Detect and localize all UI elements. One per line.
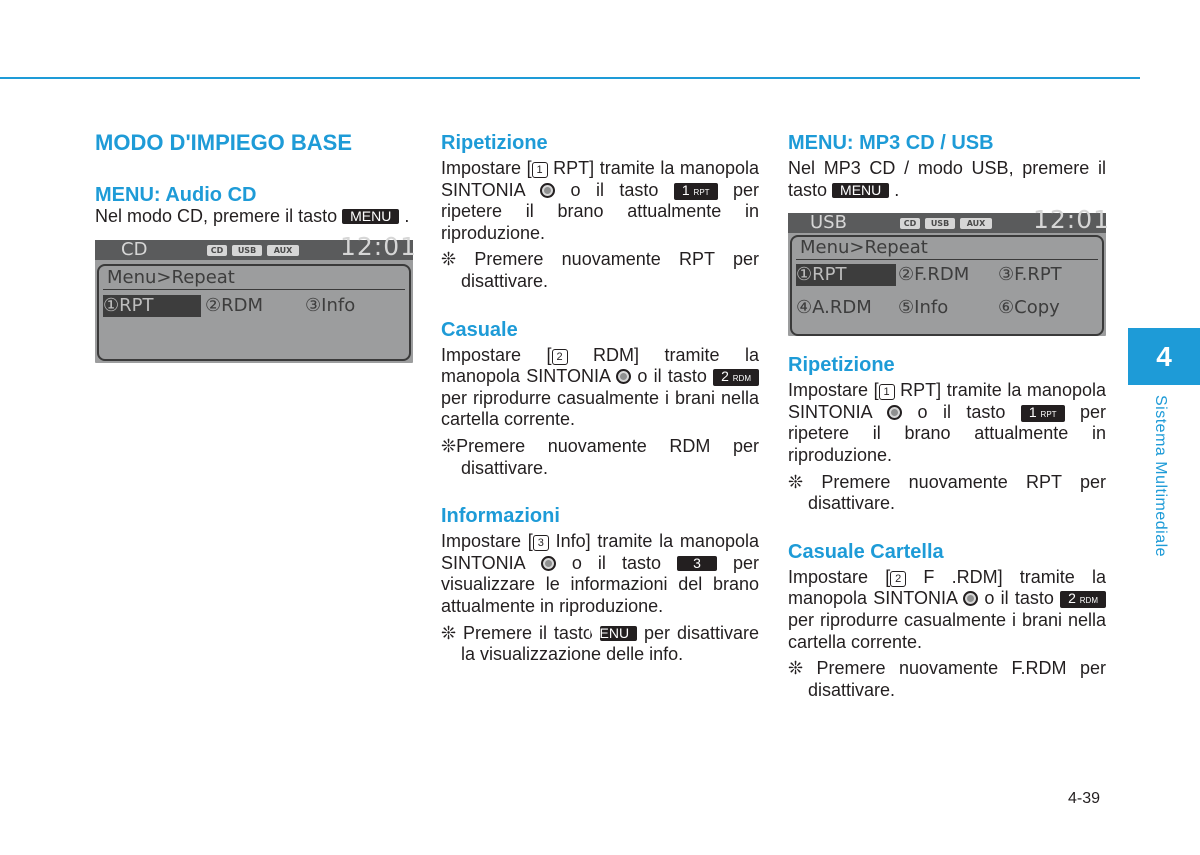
section-heading-casuale-cartella: Casuale Cartella <box>788 540 944 563</box>
paragraph-audio-cd: Nel modo CD, premere il tasto MENU . <box>95 206 410 226</box>
menu-key-icon: MENU <box>832 183 889 198</box>
lcd-display-usb <box>788 205 1111 336</box>
note-ripetizione: ❊ Premere nuovamente RPT per disattivare. <box>441 249 759 291</box>
lcd-item-rdm: ②RDM <box>205 294 264 316</box>
column-1 <box>95 128 418 363</box>
lcd-menu-title: Menu>Repeat <box>800 237 928 259</box>
note-casuale-cartella: ❊ Premere nuovamente F.RDM per disattivare. <box>788 658 1106 700</box>
note-casuale: ❊Premere nuovamente RDM per disattivare. <box>441 435 759 478</box>
lcd-item-frdm: ②F.RDM <box>898 264 970 286</box>
section-heading-audio-cd: MENU: Audio CD <box>95 184 257 206</box>
paragraph-ripetizione: Impostare [ 1 RPT] tramite la manopola SINTONIA o il tasto 1 RPT per ripetere il brano attualmente in riproduzione. <box>441 158 759 243</box>
lcd-item-info: ⑤Info <box>898 297 949 319</box>
lcd-clock: 12:01 <box>1033 205 1111 235</box>
lcd-menu-title: Menu>Repeat <box>107 266 235 288</box>
lcd-mode-label: CD <box>121 238 148 260</box>
section-heading-casuale: Casuale <box>441 318 518 341</box>
note-informazioni: ❊ Premere il tasto MENU per disattivare la visualizzazione delle info. <box>441 622 759 665</box>
rdm-key-icon: 2 RDM <box>713 369 759 386</box>
lcd-display-cd <box>95 231 418 363</box>
chapter-title: Sistema Multimediale <box>1152 395 1169 558</box>
tune-knob-icon <box>963 591 978 606</box>
section-heading-ripetizione: Ripetizione <box>441 132 548 154</box>
lcd-item-copy: ⑥Copy <box>998 297 1060 319</box>
info-key-icon: 3 <box>677 556 717 571</box>
lcd-divider <box>103 289 405 290</box>
column-3 <box>788 128 1111 701</box>
rpt-key-icon: 1 RPT <box>1021 405 1065 422</box>
circled-number-icon: 1 <box>879 384 895 400</box>
aux-badge-icon: AUX <box>960 218 992 229</box>
menu-key-icon: MENU <box>342 209 399 224</box>
aux-badge-icon: AUX <box>267 245 299 256</box>
paragraph-mp3-usb: Nel MP3 CD / modo USB, premere il tasto MENU . <box>788 158 1106 200</box>
lcd-item-info: ③Info <box>305 294 356 316</box>
circled-number-icon: 3 <box>533 535 549 551</box>
rdm-key-icon: 2 RDM <box>1060 591 1106 608</box>
lcd-item-frpt: ③F.RPT <box>998 264 1062 286</box>
lcd-item-rpt: ①RPT <box>796 264 896 286</box>
header-rule <box>0 77 1140 79</box>
lcd-divider <box>796 259 1098 260</box>
usb-badge-icon: USB <box>232 245 262 256</box>
section-heading-ripetizione-usb: Ripetizione <box>788 354 895 377</box>
lcd-item-ardm: ④A.RDM <box>796 297 872 319</box>
tune-knob-icon <box>616 369 631 384</box>
cd-badge-icon: CD <box>207 245 227 256</box>
usb-badge-icon: USB <box>925 218 955 229</box>
rpt-key-icon: 1 RPT <box>674 183 718 200</box>
paragraph-casuale-cartella: Impostare [ 2 F .RDM] tramite la manopola SINTONIA o il tasto 2 RDM per riprodurre casualmente i brani nella cartella corrente. <box>788 566 1106 652</box>
cd-badge-icon: CD <box>900 218 920 229</box>
circled-number-icon: 1 <box>532 162 548 178</box>
lcd-clock: 12:01 <box>340 231 418 261</box>
section-heading-informazioni: Informazioni <box>441 505 560 528</box>
note-ripetizione-usb: ❊ Premere nuovamente RPT per disattivare. <box>788 471 1106 514</box>
chapter-tab: 4 <box>1128 328 1200 385</box>
circled-number-icon: 2 <box>552 349 568 365</box>
menu-key-icon: MENU <box>600 626 637 641</box>
lcd-item-rpt: ①RPT <box>103 295 201 317</box>
lcd-mode-label: USB <box>810 212 847 234</box>
paragraph-ripetizione-usb: Impostare [ 1 RPT] tramite la manopola SINTONIA o il tasto 1 RPT per ripetere il brano attualmente in riproduzione. <box>788 380 1106 465</box>
section-heading-mp3-usb: MENU: MP3 CD / USB <box>788 132 994 154</box>
paragraph-casuale: Impostare [ 2 RDM] tramite la manopola SINTONIA o il tasto 2 RDM per riprodurre casualmente i brani nella cartella corrente. <box>441 344 759 430</box>
tune-knob-icon <box>541 556 556 571</box>
paragraph-informazioni: Impostare [ 3 Info] tramite la manopola SINTONIA o il tasto 3 per visualizzare le informazioni del brano attualmente in riproduzione. <box>441 531 759 616</box>
tune-knob-icon <box>887 405 902 420</box>
column-2 <box>441 128 759 666</box>
page-title: MODO D'IMPIEGO BASE <box>95 130 353 155</box>
tune-knob-icon <box>540 183 555 198</box>
circled-number-icon: 2 <box>890 571 906 587</box>
page-number: 4-39 <box>1068 790 1101 807</box>
